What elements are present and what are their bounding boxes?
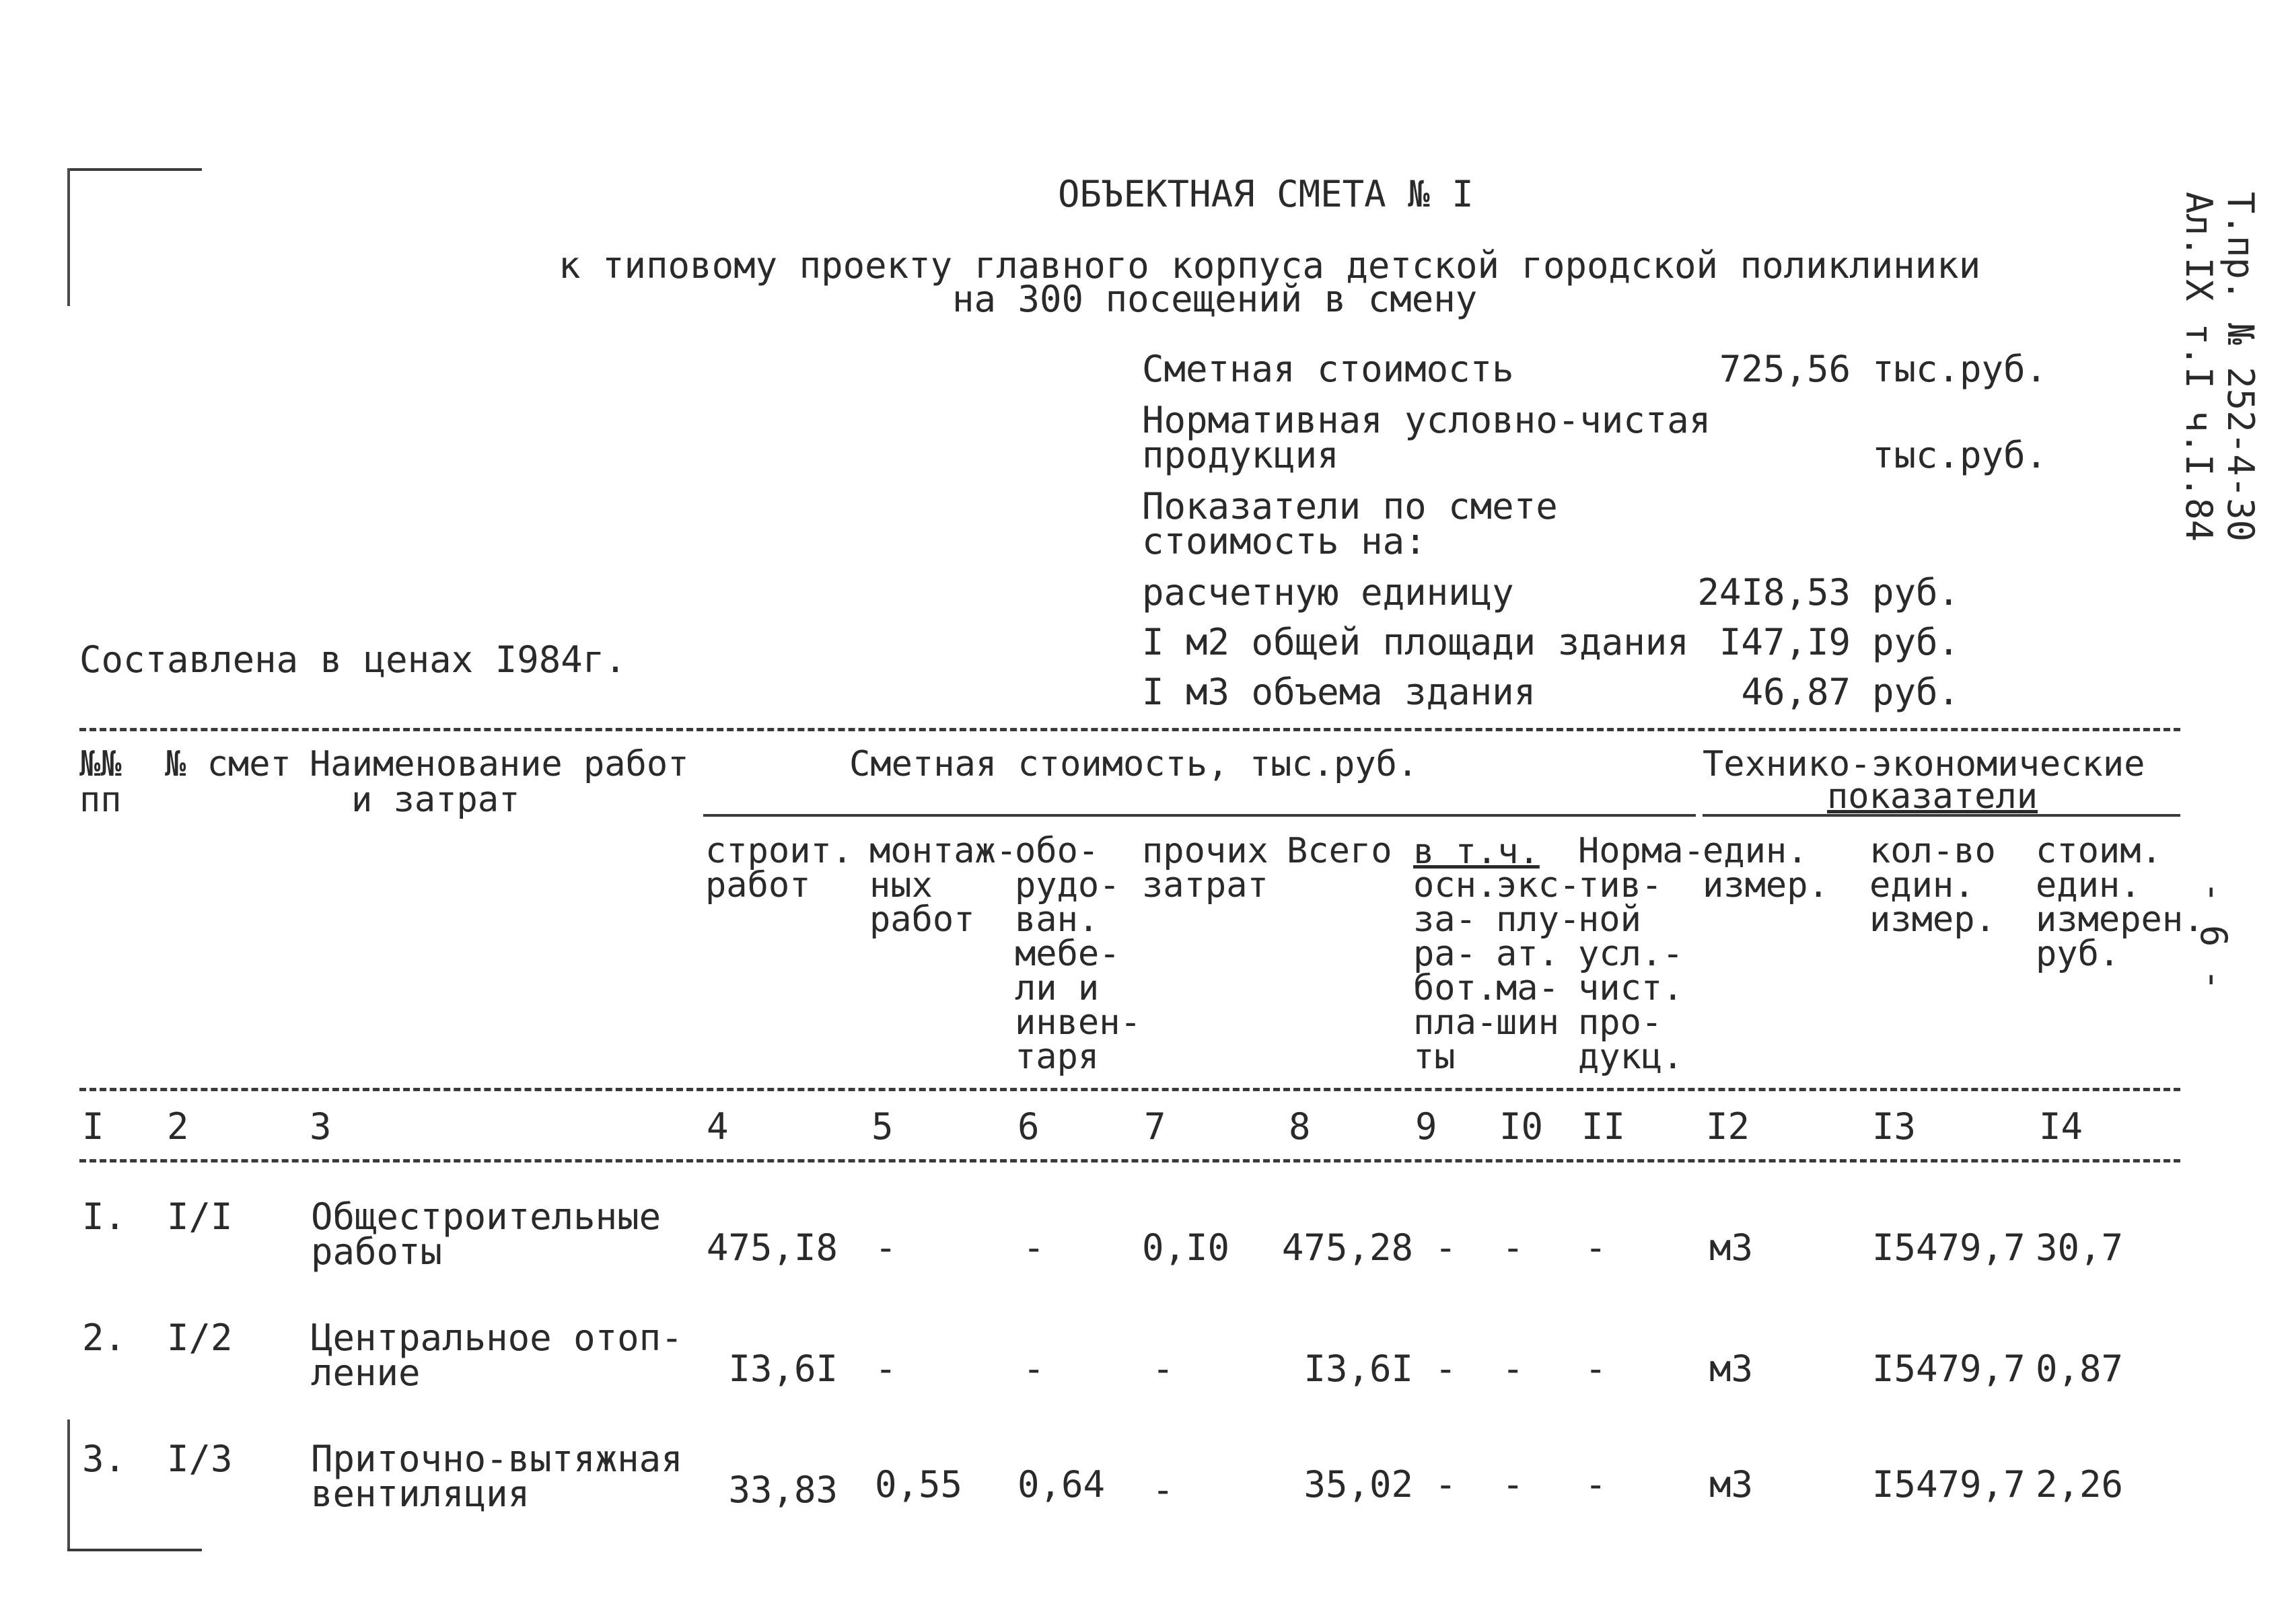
row-estimate: I/I: [167, 1195, 233, 1238]
row-quantity: I5479,7: [1872, 1226, 2026, 1269]
header-col-13: кол-во един. измер.: [1869, 831, 1996, 940]
row-installation-cost: -: [875, 1348, 897, 1390]
summary-area-unit: руб.: [1872, 621, 1960, 663]
row-estimate: I/3: [167, 1438, 233, 1480]
column-number: I2: [1706, 1105, 1750, 1148]
row-name-2: ление: [311, 1352, 421, 1394]
summary-unit-label: расчетную единицу: [1142, 571, 1514, 614]
column-number: II: [1581, 1105, 1626, 1148]
row-quantity: I5479,7: [1872, 1348, 2026, 1390]
header-col-8: Всего: [1287, 831, 1392, 871]
header-col-7: прочих затрат: [1142, 831, 1268, 906]
column-number: 6: [1017, 1105, 1040, 1148]
row-installation-cost: 0,55: [875, 1463, 963, 1506]
row-total-cost: 475,28: [1281, 1226, 1413, 1269]
summary-volume-value: 46,87: [1741, 671, 1851, 713]
row-construction-cost: 33,83: [728, 1469, 838, 1511]
row-construction-cost: I3,6I: [728, 1348, 838, 1390]
header-tech-group-2: показатели: [1827, 776, 2038, 817]
document-subtitle-line1: к типовому проекту главного корпуса детской городской поликлиники: [559, 244, 1981, 287]
row-equipment-cost: -: [1023, 1226, 1045, 1269]
summary-unit-unit: руб.: [1872, 571, 1960, 614]
cost-group-underline: [703, 814, 1696, 817]
column-number: I: [82, 1105, 104, 1148]
summary-cost-label: Сметная стоимость: [1142, 348, 1514, 390]
row-equipment-cost: 0,64: [1017, 1463, 1106, 1506]
side-label-line1: Т.пр. № 252-4-30: [2219, 192, 2262, 542]
header-col-5: монтаж- ных работ: [869, 831, 1017, 940]
row-wages: -: [1435, 1226, 1457, 1269]
header-col-9: осн. за- ра- бот. пла- ты: [1413, 865, 1498, 1077]
row-other-cost: -: [1152, 1469, 1174, 1511]
summary-cost-value: 725,56: [1719, 348, 1851, 390]
side-label-line2: Ал.IX т.I ч.I.84: [2177, 192, 2220, 542]
header-row-number-1: №№: [79, 744, 122, 784]
column-number: 4: [707, 1105, 729, 1148]
column-number: 7: [1144, 1105, 1166, 1148]
summary-norm-label-2: продукция: [1142, 434, 1339, 476]
column-number: 9: [1415, 1105, 1437, 1148]
corner-mark-bottom: [67, 1549, 202, 1551]
summary-unit-value: 24I8,53: [1697, 571, 1851, 614]
header-estimate-number: № смет: [165, 744, 291, 784]
header-cost-group: Сметная стоимость, тыс.руб.: [849, 744, 1419, 784]
column-number: I4: [2039, 1105, 2083, 1148]
row-net-output: -: [1585, 1348, 1607, 1390]
header-row-number-2: пп: [79, 780, 122, 820]
header-col-6: обо- рудо- ван. мебе- ли и инвен- таря: [1015, 831, 1141, 1077]
header-col-10: экс- плу- ат. ма- шин: [1496, 865, 1581, 1043]
row-name-1: Общестроительные: [311, 1195, 662, 1238]
summary-norm-unit: тыс.руб.: [1872, 434, 2048, 476]
summary-cost-unit: тыс.руб.: [1872, 348, 2048, 390]
row-unit-cost: 2,26: [2036, 1463, 2124, 1506]
row-total-cost: 35,02: [1303, 1463, 1413, 1506]
row-quantity: I5479,7: [1872, 1463, 2026, 1506]
row-net-output: -: [1585, 1226, 1607, 1269]
page-number: - 6 -: [2192, 881, 2235, 991]
compiled-note: Составлена в ценах I984г.: [79, 638, 627, 681]
table-top-rule: [79, 728, 2180, 731]
summary-area-label: I м2 общей площади здания: [1142, 621, 1689, 663]
row-unit-cost: 30,7: [2036, 1226, 2124, 1269]
row-number: 2.: [82, 1317, 127, 1359]
row-name-2: работы: [311, 1230, 443, 1273]
row-net-output: -: [1585, 1463, 1607, 1506]
corner-mark-left-bottom: [67, 1419, 70, 1551]
header-name-2: и затрат: [351, 780, 520, 820]
row-machines: -: [1502, 1463, 1524, 1506]
row-construction-cost: 475,I8: [706, 1226, 838, 1269]
column-number: 5: [871, 1105, 894, 1148]
summary-indicators-label-2: стоимость на:: [1142, 520, 1427, 562]
row-unit: м3: [1709, 1226, 1754, 1269]
row-wages: -: [1435, 1348, 1457, 1390]
header-col-4: строит. работ: [705, 831, 853, 906]
row-name-1: Центральное отоп-: [311, 1317, 683, 1359]
document-subtitle-line2: на 300 посещений в смену: [952, 278, 1478, 320]
row-total-cost: I3,6I: [1303, 1348, 1413, 1390]
row-other-cost: 0,I0: [1142, 1226, 1230, 1269]
row-installation-cost: -: [875, 1226, 897, 1269]
row-machines: -: [1502, 1226, 1524, 1269]
document-title: ОБЪЕКТНАЯ СМЕТА № I: [1058, 173, 1474, 215]
side-label: [2178, 192, 2261, 542]
row-number: I.: [82, 1195, 127, 1238]
corner-mark-left-top: [67, 168, 70, 306]
row-name-1: Приточно-вытяжная: [311, 1438, 683, 1480]
column-number: 2: [167, 1105, 189, 1148]
summary-volume-label: I м3 объема здания: [1142, 671, 1536, 713]
header-tech-group-1: Технико-экономические: [1703, 744, 2145, 784]
column-number: I0: [1499, 1105, 1544, 1148]
corner-mark-top: [67, 168, 202, 171]
header-col-14: стоим. един. измерен. руб.: [2036, 831, 2205, 974]
header-col-11: Норма- тив- ной усл.- чист. про- дукц.: [1578, 831, 1705, 1077]
row-name-2: вентиляция: [311, 1473, 530, 1515]
row-machines: -: [1502, 1348, 1524, 1390]
header-name-1: Наименование работ: [310, 744, 689, 784]
header-col-12: един. измер.: [1703, 831, 1829, 906]
row-equipment-cost: -: [1023, 1348, 1045, 1390]
row-wages: -: [1435, 1463, 1457, 1506]
row-unit: м3: [1709, 1463, 1754, 1506]
row-unit-cost: 0,87: [2036, 1348, 2124, 1390]
row-estimate: I/2: [167, 1317, 233, 1359]
summary-area-value: I47,I9: [1719, 621, 1851, 663]
header-col-9-10-top: в т.ч.: [1413, 832, 1540, 872]
row-other-cost: -: [1152, 1348, 1174, 1390]
summary-indicators-label-1: Показатели по смете: [1142, 485, 1558, 527]
summary-norm-label-1: Нормативная условно-чистая: [1142, 399, 1711, 441]
header-bottom-rule: [79, 1088, 2180, 1091]
summary-volume-unit: руб.: [1872, 671, 1960, 713]
column-number: 8: [1289, 1105, 1311, 1148]
column-number: I3: [1872, 1105, 1917, 1148]
column-number-rule: [79, 1159, 2180, 1162]
row-number: 3.: [82, 1438, 127, 1480]
column-number: 3: [310, 1105, 332, 1148]
row-unit: м3: [1709, 1348, 1754, 1390]
